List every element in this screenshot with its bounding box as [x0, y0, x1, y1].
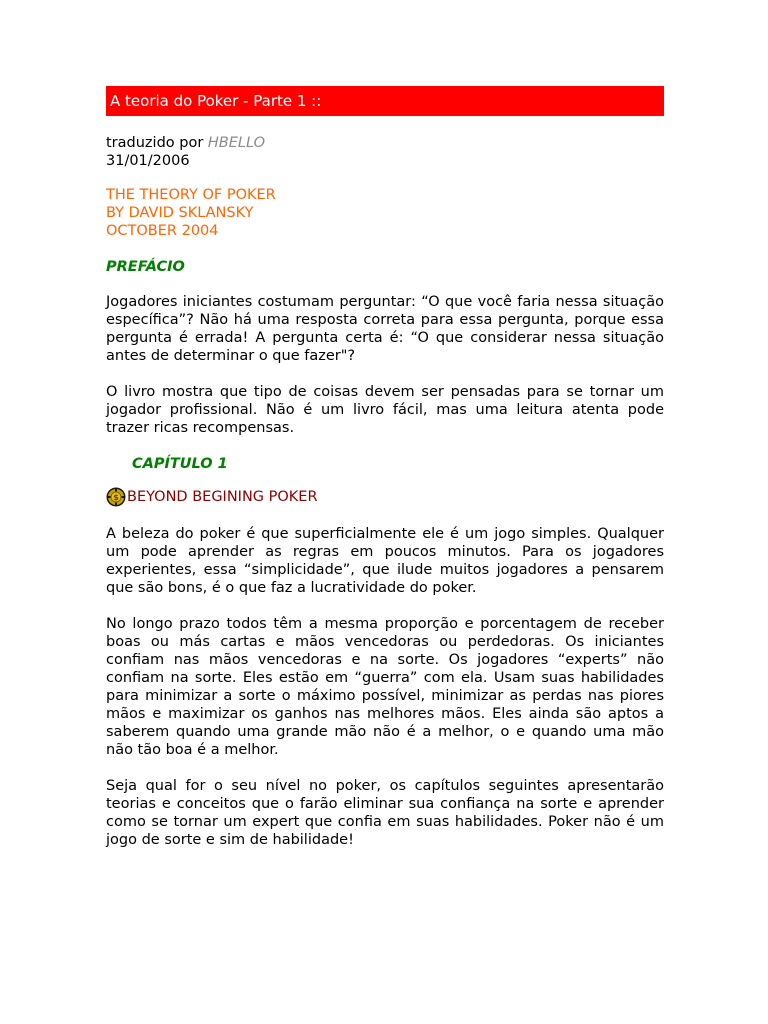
poker-chip-icon [106, 487, 126, 507]
translated-by-label: traduzido por [106, 135, 204, 151]
translation-credit [106, 134, 664, 152]
chapter-paragraph: No longo prazo todos têm a mesma proporção e porcentagem de receber boas ou más cartas e mãos vencedoras ou perdedoras. Os iniciantes confiam nas mãos vencedoras e na sorte. Os jogadores “experts” não confiam na sorte. Eles estão em “guerra” com ela. Usam suas habilidades para minimizar a sorte o máximo possível, minimizar as perdas nas piores mãos e maximizar os ganhos nas melhores mãos. Eles ainda são aptos a saberem quando uma grande mão não é a melhor, o e quando uma mão não tão boa é a melhor. [106, 616, 664, 758]
book-author: BY DAVID SKLANSKY [106, 205, 254, 221]
book-edition: OCTOBER 2004 [106, 223, 219, 239]
translation-meta [106, 134, 664, 170]
document-page [106, 86, 664, 849]
preface-paragraph: O livro mostra que tipo de coisas devem ser pensadas para se tornar um jogador profissional. Não é um livro fácil, mas uma leitura atenta pode trazer ricas recompensas. [106, 384, 664, 436]
publication-date: 31/01/2006 [106, 153, 190, 169]
chapter-title: BEYOND BEGINING POKER [127, 489, 318, 505]
preface-heading: PREFÁCIO [106, 259, 185, 275]
chapter-paragraph: A beleza do poker é que superficialmente ele é um jogo simples. Qualquer um pode aprender as regras em poucos minutos. Para os jogadores experientes, essa “simplicidade”, que ilude muitos jogadores a pensarem que são bons, é o que faz a lucratividade do poker. [106, 526, 664, 596]
chapter-heading: CAPÍTULO 1 [132, 456, 228, 472]
book-title: THE THEORY OF POKER [106, 187, 276, 203]
page-title: A teoria do Poker - Parte 1 :: [106, 86, 664, 116]
preface-paragraph: Jogadores iniciantes costumam perguntar: “O que você faria nessa situação específica”? Não há uma resposta correta para essa pergunta, porque essa pergunta é errada! A pergunta certa é: “O que considerar nessa situação antes de determinar o que fazer"? [106, 294, 664, 364]
book-info [106, 186, 664, 240]
svg-text:$: $ [113, 493, 119, 502]
chapter-paragraph: Seja qual for o seu nível no poker, os capítulos seguintes apresentarão teorias e conceitos que o farão eliminar sua confiança na sorte e aprender como se tornar um expert que confia em suas habilidades. Poker não é um jogo de sorte e sim de habilidade! [106, 778, 664, 848]
translator-name: HBELLO [207, 135, 266, 151]
chapter-title-row [106, 486, 664, 508]
